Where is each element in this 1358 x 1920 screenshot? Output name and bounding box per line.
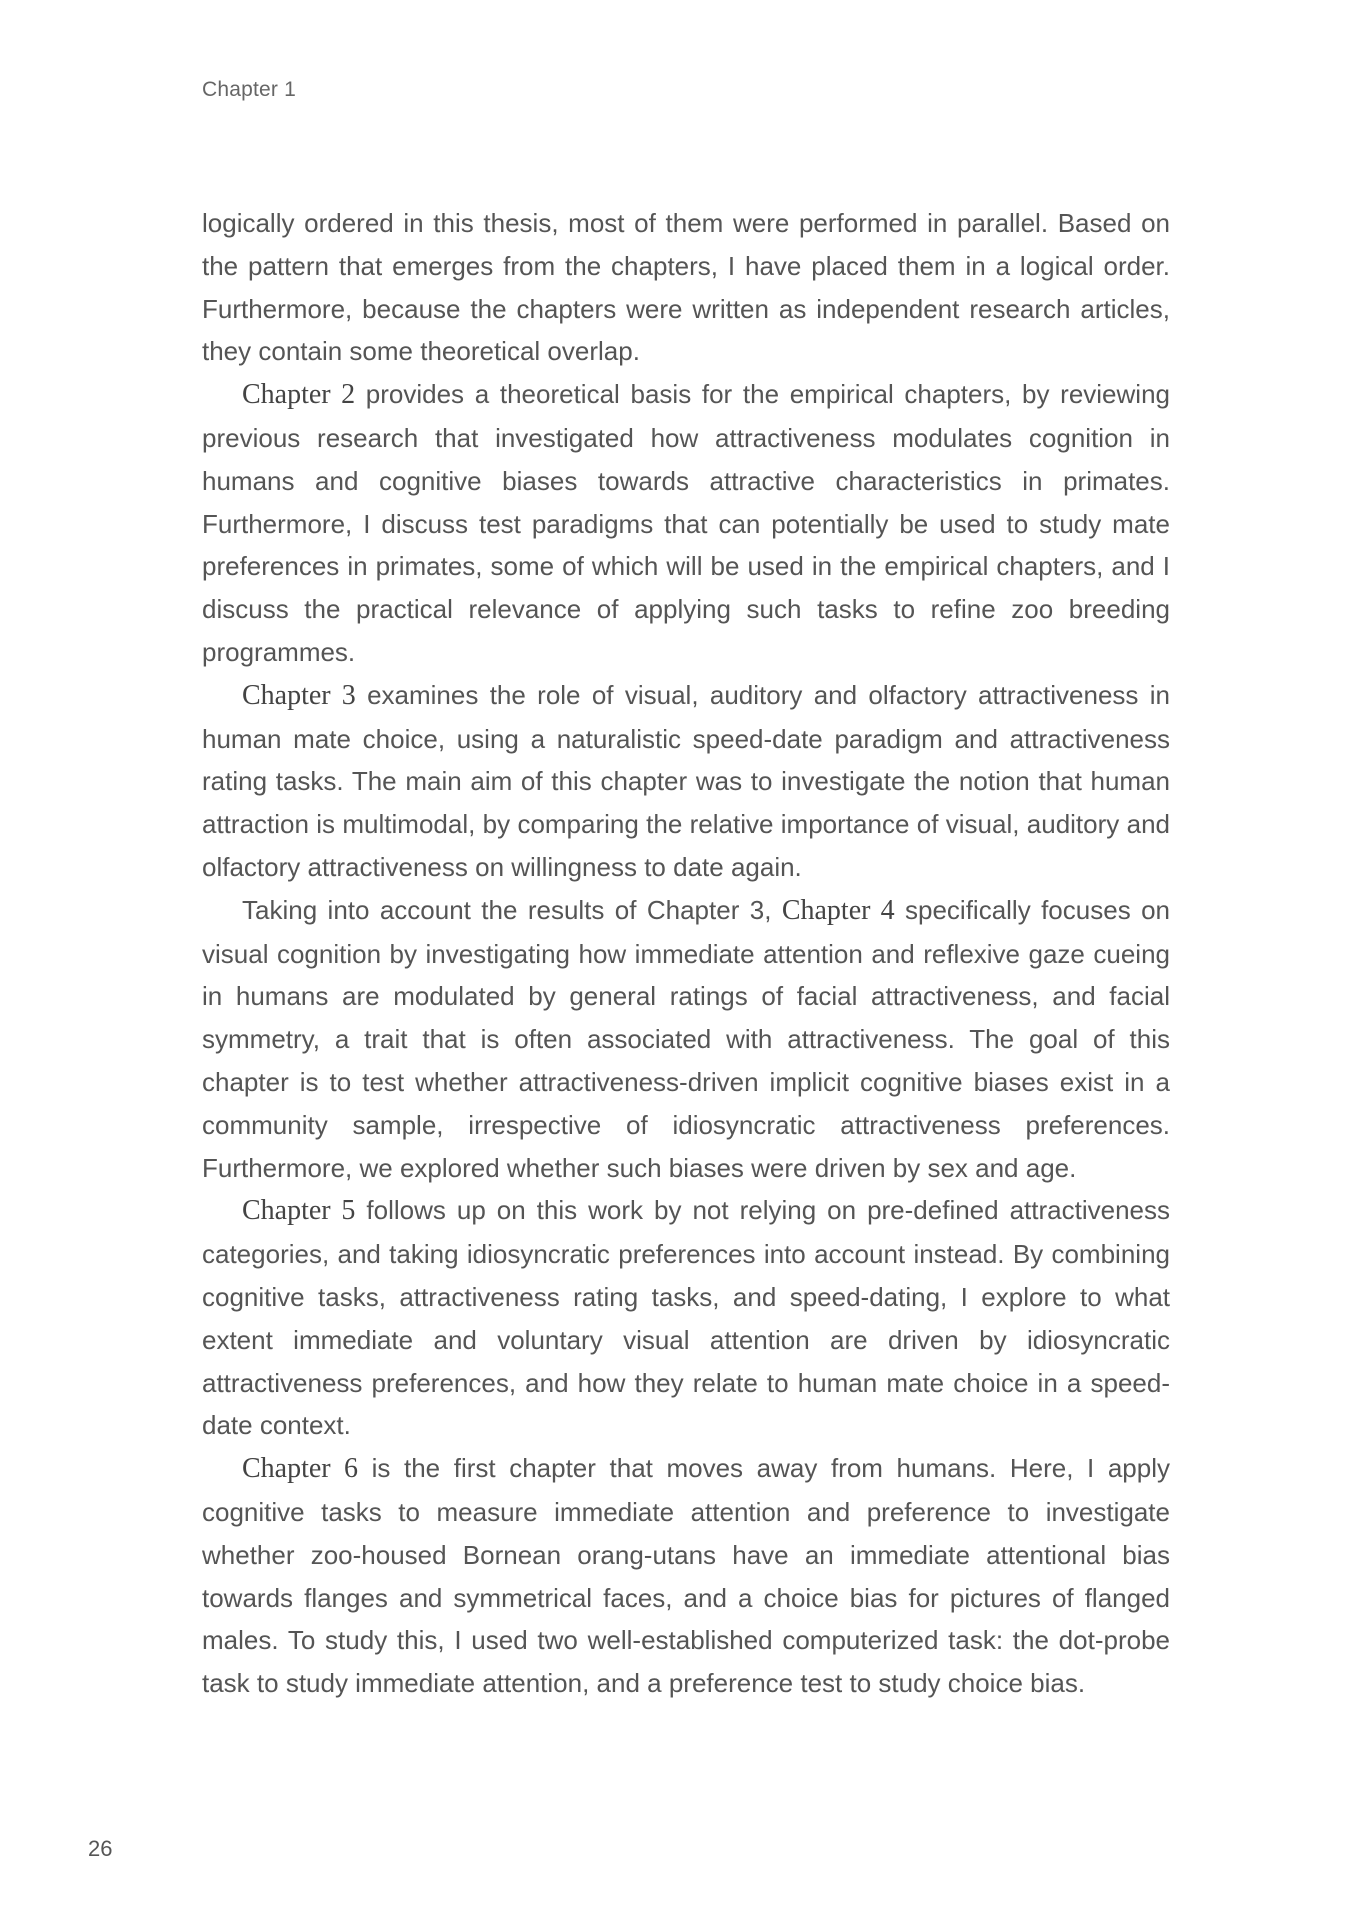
paragraph-chapter-4 xyxy=(202,889,1170,1190)
paragraph-chapter-3 xyxy=(202,674,1170,889)
page-number: 26 xyxy=(88,1836,113,1861)
paragraph-text: logically ordered in this thesis, most of them were performed in parallel. Based on the pattern that emerges from the chapters, I have placed them in a logical order. Furthermore, because the chapters were written as independent research articles, they contain some theoretical overlap. xyxy=(202,208,1170,367)
chapter-4-reference: Chapter 4 xyxy=(781,894,895,926)
paragraph-chapter-6 xyxy=(202,1447,1170,1705)
paragraph-text: is the first chapter that moves away from humans. Here, I apply cognitive tasks to measure immediate attention and preference to investigate whether zoo-housed Bornean orang-utans have an immediate attentional bias towards flanges and symmetrical faces, and a choice bias for pictures of flanged males. To study this, I used two well-established computerized task: the dot-probe task to study immediate attention, and a preference test to study choice bias. xyxy=(202,1453,1171,1699)
paragraph-text: examines the role of visual, auditory and olfactory attractiveness in human mate choice, using a naturalistic speed-date paradigm and attractiveness rating tasks. The main aim of this chapter was to investigate the notion that human attraction is multimodal, by comparing the relative importance of visual, auditory and olfactory attractiveness on willingness to date again. xyxy=(202,679,1170,882)
chapter-3-reference: Chapter 3 xyxy=(242,679,356,711)
paragraph-text: specifically focuses on visual cognition by investigating how immediate attention and reflexive gaze cueing in humans are modulated by general ratings of facial attractiveness, and facial symmetry, a trait that is often associated with attractiveness. The goal of this chapter is to test whether attractiveness-driven implicit cognitive biases exist in a community sample, irrespective of idiosyncratic attractiveness preferences. Furthermore, we explored whether such biases were driven by sex and age. xyxy=(202,894,1170,1183)
running-header: Chapter 1 xyxy=(202,78,297,101)
paragraph-text: provides a theoretical basis for the empirical chapters, by reviewing previous research that investigated how attractiveness modulates cognition in humans and cognitive biases towards attractive characteristics in primates. Furthermore, I discuss test paradigms that can potentially be used to study mate preferences in primates, some of which will be used in the empirical chapters, and I discuss the practical relevance of applying such tasks to refine zoo breeding programmes. xyxy=(202,379,1170,667)
paragraph-chapter-5 xyxy=(202,1189,1170,1447)
body-text xyxy=(202,202,1170,1705)
paragraph-text: follows up on this work by not relying on pre-defined attractiveness categories, and taking idiosyncratic preferences into account instead. By combining cognitive tasks, attractiveness rating tasks, and speed-dating, I explore to what extent immediate and voluntary visual attention are driven by idiosyncratic attractiveness preferences, and how they relate to human mate choice in a speed-date context. xyxy=(202,1195,1170,1441)
paragraph-chapter-2 xyxy=(202,373,1170,674)
chapter-6-reference: Chapter 6 xyxy=(242,1453,359,1485)
chapter-5-reference: Chapter 5 xyxy=(242,1195,356,1227)
paragraph-continuation xyxy=(202,202,1170,373)
paragraph-intro-text: Taking into account the results of Chapter 3, xyxy=(242,894,782,925)
chapter-2-reference: Chapter 2 xyxy=(242,379,356,411)
